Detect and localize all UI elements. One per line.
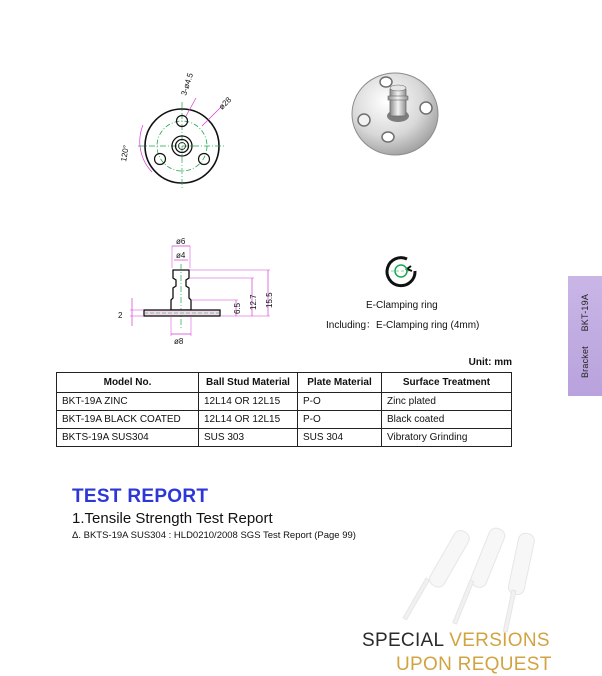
- header-ball-stud: Ball Stud Material: [199, 373, 298, 393]
- table-header-row: [57, 373, 512, 393]
- upon-request-line: UPON REQUEST: [396, 654, 552, 675]
- cell-model: BKT-19A BLACK COATED: [57, 411, 199, 429]
- dim-4-label: ø4: [176, 251, 186, 260]
- side-tab-text: [580, 288, 590, 384]
- cell-ball-stud: 12L14 OR 12L15: [199, 411, 298, 429]
- unit-label: Unit: mm: [468, 357, 512, 368]
- part-photo: [340, 62, 450, 162]
- tensile-subtitle: 1.Tensile Strength Test Report: [72, 510, 273, 527]
- cell-plate: SUS 304: [298, 429, 382, 447]
- header-plate: Plate Material: [298, 373, 382, 393]
- gas-spring-illustration: [400, 518, 565, 638]
- cell-model: BKTS-19A SUS304: [57, 429, 199, 447]
- dim-15-5-label: 15.5: [265, 292, 274, 308]
- dim-6-label: ø6: [176, 238, 186, 246]
- side-tab: [568, 276, 602, 396]
- spec-table: [56, 372, 512, 447]
- dim-angle-label: 120°: [119, 144, 131, 163]
- clamping-name: E-Clamping ring: [366, 300, 438, 311]
- cell-surface: Black coated: [382, 411, 512, 429]
- dim-6-5-label: 6.5: [233, 302, 242, 314]
- table-row: [57, 393, 512, 411]
- cell-plate: P-O: [298, 411, 382, 429]
- side-tab-label-b: BKT-19A: [580, 293, 590, 332]
- side-tab-label-a: Bracket: [580, 346, 590, 379]
- test-report-note: Δ. BKTS-19A SUS304 : HLD0210/2008 SGS Test Report (Page 99): [72, 530, 356, 541]
- e-clamping-ring-icon: [381, 251, 421, 291]
- dim-12-7-label: 12.7: [249, 294, 258, 310]
- cell-model: BKT-19A ZINC: [57, 393, 199, 411]
- header-model: Model No.: [57, 373, 199, 393]
- cell-ball-stud: 12L14 OR 12L15: [199, 393, 298, 411]
- dim-8-label: ø8: [174, 337, 184, 346]
- header-surface: Surface Treatment: [382, 373, 512, 393]
- dim-pcd-label: ø28: [217, 95, 234, 112]
- side-view-drawing: [110, 238, 290, 350]
- dim-2-label: 2: [118, 311, 123, 320]
- test-report-title: TEST REPORT: [72, 486, 209, 507]
- cell-surface: Zinc plated: [382, 393, 512, 411]
- cell-surface: Vibratory Grinding: [382, 429, 512, 447]
- table-row: [57, 411, 512, 429]
- top-view-drawing: [110, 70, 240, 200]
- cell-ball-stud: SUS 303: [199, 429, 298, 447]
- special-word: SPECIAL: [362, 630, 450, 651]
- clamping-including: Including：E-Clamping ring (4mm): [326, 320, 480, 331]
- dim-holes-label: 3-ø4.5: [179, 71, 196, 97]
- cell-plate: P-O: [298, 393, 382, 411]
- table-row: [57, 429, 512, 447]
- special-versions-line: [362, 630, 550, 652]
- versions-word: VERSIONS: [449, 630, 550, 651]
